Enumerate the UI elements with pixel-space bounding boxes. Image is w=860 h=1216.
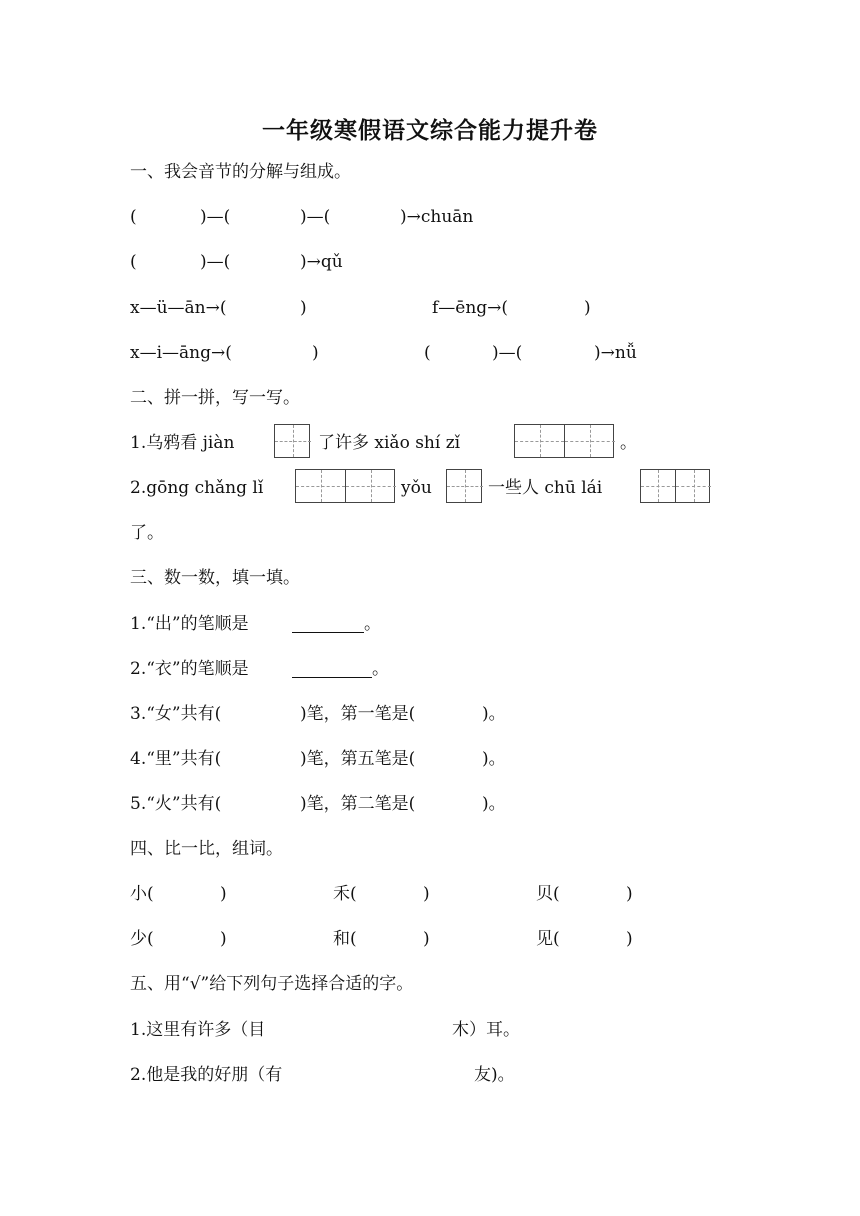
writing-grid-1[interactable] <box>274 424 310 458</box>
s4-r1-c2: ) <box>220 884 227 904</box>
s4-r2-c5: 见( <box>536 929 560 949</box>
s2-q2-text-b: yǒu <box>401 478 432 498</box>
s4-r2-c3: 和( <box>333 929 357 949</box>
s1-l3-a: x—ü—ān→( <box>130 298 227 318</box>
s1-l3-d: ) <box>584 298 591 318</box>
section-1-heading: 一、我会音节的分解与组成。 <box>130 162 351 182</box>
s5-q1-b: 木）耳。 <box>452 1020 520 1040</box>
s3-q5-a: 5.“火”共有( <box>130 794 222 814</box>
s1-l2-p1: ( <box>130 252 137 272</box>
s4-r1-c1: 小( <box>130 884 154 904</box>
s1-l2-p3: )→qǔ <box>300 252 343 272</box>
s4-r1-c5: 贝( <box>536 884 560 904</box>
s1-l4-a: x—i—āng→( <box>130 343 232 363</box>
s5-q2-b: 友)。 <box>474 1065 515 1085</box>
writing-grid-2[interactable] <box>514 424 614 458</box>
s2-q1-text-b: 了许多 xiǎo shí zǐ <box>318 433 461 453</box>
s2-q2-text-d: 了。 <box>130 523 164 543</box>
s1-l4-d: )—( <box>492 343 523 363</box>
writing-grid-5[interactable] <box>640 469 710 503</box>
s1-l1-p1: ( <box>130 207 137 227</box>
s3-q5-b: )笔，第二笔是( <box>300 794 416 814</box>
section-2-heading: 二、拼一拼，写一写。 <box>130 388 300 408</box>
s1-l4-c: ( <box>424 343 431 363</box>
s4-r1-c6: ) <box>626 884 633 904</box>
section-5-heading: 五、用“√”给下列句子选择合适的字。 <box>130 974 414 994</box>
s5-q1-a: 1.这里有许多（目 <box>130 1020 266 1040</box>
s1-l1-p2: )—( <box>200 207 231 227</box>
s3-q1-end: 。 <box>364 614 381 634</box>
s1-l3-c: f—ēng→( <box>432 298 509 318</box>
s3-q3-a: 3.“女”共有( <box>130 704 222 724</box>
s4-r2-c2: ) <box>220 929 227 949</box>
s4-r2-c4: ) <box>423 929 430 949</box>
s4-r1-c3: 禾( <box>333 884 357 904</box>
s4-r1-c4: ) <box>423 884 430 904</box>
s3-q1-text: 1.“出”的笔顺是 <box>130 614 249 634</box>
s1-l1-p4: )→chuān <box>400 207 474 227</box>
s3-q2-text: 2.“衣”的笔顺是 <box>130 659 249 679</box>
s1-l2-p2: )—( <box>200 252 231 272</box>
s2-q2-text-c: 一些人 chū lái <box>488 478 603 498</box>
s3-q3-b: )笔，第一笔是( <box>300 704 416 724</box>
s3-q2-end: 。 <box>372 659 389 679</box>
section-3-heading: 三、数一数，填一填。 <box>130 568 300 588</box>
s2-q1-text-a: 1.乌鸦看 jiàn <box>130 433 235 453</box>
s3-q4-b: )笔，第五笔是( <box>300 749 416 769</box>
s3-q2-blank[interactable] <box>292 659 372 678</box>
s2-q1-text-c: 。 <box>620 433 637 453</box>
s1-l3-b: ) <box>300 298 307 318</box>
s1-l1-p3: )—( <box>300 207 331 227</box>
writing-grid-4[interactable] <box>446 469 482 503</box>
s1-l4-e: )→nǚ <box>594 343 637 363</box>
s3-q4-a: 4.“里”共有( <box>130 749 222 769</box>
s3-q3-c: )。 <box>482 704 506 724</box>
s5-q2-a: 2.他是我的好朋（有 <box>130 1065 283 1085</box>
s3-q4-c: )。 <box>482 749 506 769</box>
s3-q1-blank[interactable] <box>292 614 364 633</box>
s4-r2-c6: ) <box>626 929 633 949</box>
s4-r2-c1: 少( <box>130 929 154 949</box>
s1-l4-b: ) <box>312 343 319 363</box>
writing-grid-3[interactable] <box>295 469 395 503</box>
s3-q5-c: )。 <box>482 794 506 814</box>
page-title: 一年级寒假语文综合能力提升卷 <box>262 117 598 144</box>
s2-q2-text-a: 2.gōng chǎng lǐ <box>130 478 264 498</box>
section-4-heading: 四、比一比，组词。 <box>130 839 283 859</box>
